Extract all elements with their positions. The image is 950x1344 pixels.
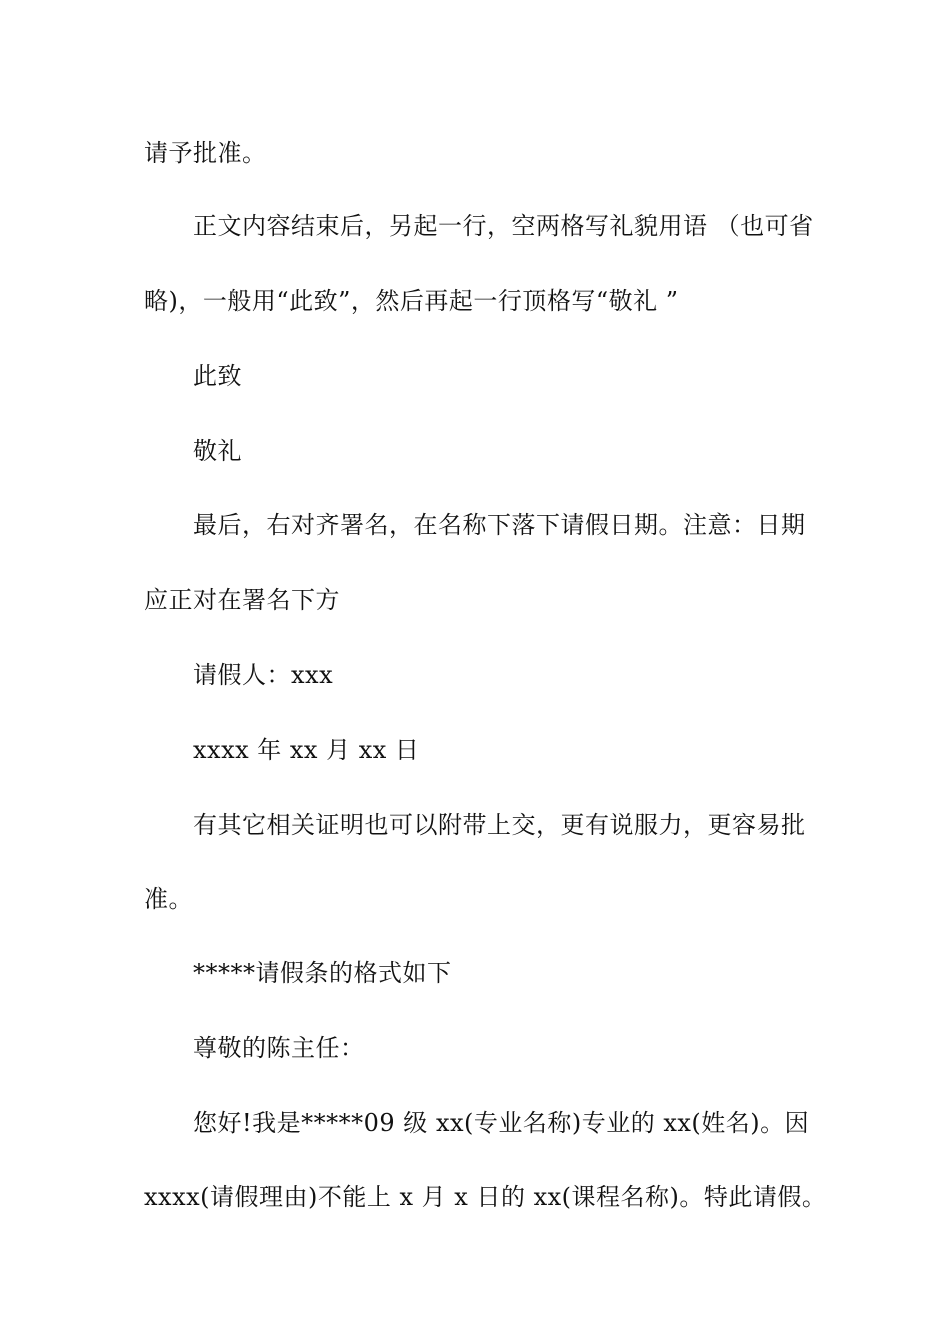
date-line: xxxx 年 xx 月 xx 日 xyxy=(193,736,420,764)
section-heading-format: *****请假条的格式如下 xyxy=(193,959,452,987)
paragraph-line-attachment: 有其它相关证明也可以附带上交，更有说服力，更容易批 xyxy=(193,811,806,839)
paragraph-line-signature-rule: 最后，右对齐署名，在名称下落下请假日期。注意：日期 xyxy=(193,511,806,539)
letter-body-line-1: 您好!我是*****09 级 xx(专业名称)专业的 xx(姓名)。因 xyxy=(193,1109,810,1137)
salutation-cizhi: 此致 xyxy=(193,362,242,390)
letter-greeting: 尊敬的陈主任： xyxy=(193,1034,365,1062)
salutation-jingli: 敬礼 xyxy=(193,437,242,465)
paragraph-line-signature-rule-cont: 应正对在署名下方 xyxy=(144,586,340,614)
paragraph-line-attachment-cont: 准。 xyxy=(144,885,193,913)
paragraph-line-closing-rule-cont: 略)，一般用“此致”，然后再起一行顶格写“敬礼 ” xyxy=(144,287,679,315)
signature-line: 请假人：xxx xyxy=(193,661,334,689)
paragraph-line-closing-rule: 正文内容结束后，另起一行，空两格写礼貌用语 （也可省 xyxy=(193,212,814,240)
paragraph-line-approval: 请予批准。 xyxy=(144,139,267,167)
letter-body-line-2: xxxx(请假理由)不能上 x 月 x 日的 xx(课程名称)。特此请假。 xyxy=(144,1183,827,1211)
